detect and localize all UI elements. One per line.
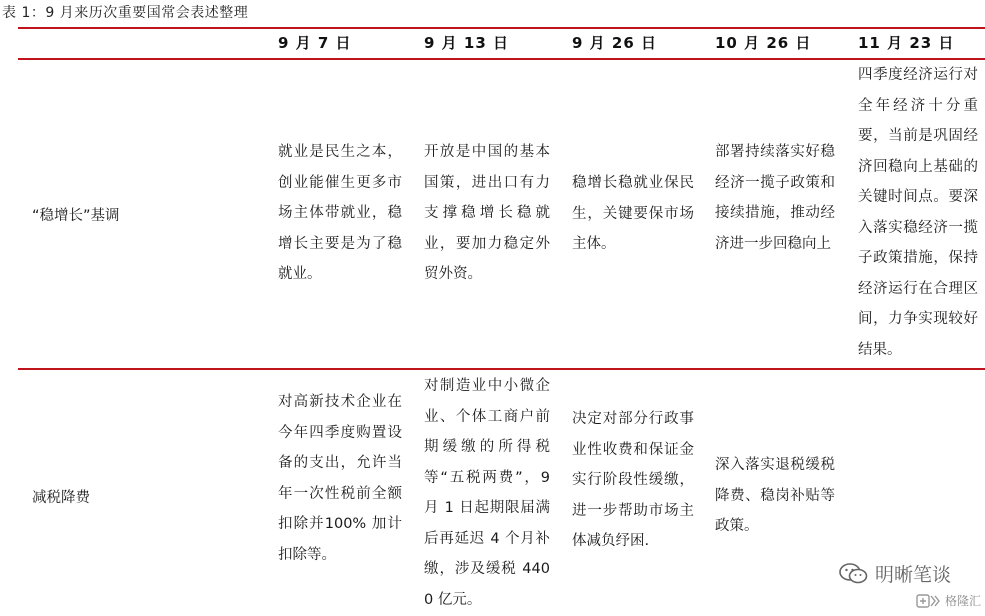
gelonghui-logo-icon	[916, 593, 942, 609]
header-rule	[18, 58, 985, 60]
cell-growth-sep26: 稳增长稳就业保民生，关键要保市场主体。	[572, 175, 694, 252]
row-label-growth: “稳增长”基调	[32, 208, 120, 224]
header-nov23: 11 月 23 日	[858, 34, 955, 52]
header-sep7: 9 月 7 日	[278, 34, 352, 52]
header-sep13: 9 月 13 日	[424, 34, 509, 52]
cell-taxcut-sep26: 决定对部分行政事业性收费和保证金实行阶段性缓缴，进一步帮助市场主体减负纾困.	[572, 411, 694, 549]
top-rule	[18, 27, 985, 29]
row-rule	[18, 368, 985, 370]
cell-growth-nov23: 四季度经济运行对全年经济十分重要，当前是巩固经济回稳向上基础的关键时间点。要深入落实稳经济一揽子政策措施，保持经济运行在合理区间，力争实现较好结果。	[858, 67, 978, 358]
cell-growth-oct26: 部署持续落实好稳经济一揽子政策和接续措施，推动经济进一步回稳向上	[715, 144, 835, 252]
watermark-gelonghui	[916, 592, 981, 609]
table-caption: 表 1：9 月来历次重要国常会表述整理	[2, 5, 249, 21]
header-oct26: 10 月 26 日	[715, 34, 812, 52]
cell-taxcut-sep7: 对高新技术企业在今年四季度购置设备的支出，允许当年一次性税前全额扣除并100% 加计扣除等。	[278, 394, 402, 563]
cell-growth-sep13: 开放是中国的基本国策，进出口有力支撑稳增长稳就业，要加力稳定外贸外资。	[424, 144, 550, 282]
wechat-icon	[839, 562, 869, 586]
watermark-wechat	[839, 560, 951, 587]
watermark-main-text: 明晰笔谈	[874, 564, 951, 586]
cell-taxcut-sep13: 对制造业中小微企业、个体工商户前期缓缴的所得税等“五税两费”，9 月 1 日起期限届满后再延迟 4 个月补缴，涉及缓税 4400 亿元。	[424, 378, 550, 608]
row-label-taxcut: 减税降费	[32, 490, 90, 506]
cell-growth-sep7: 就业是民生之本，创业能催生更多市场主体带就业，稳增长主要是为了稳就业。	[278, 144, 402, 282]
cell-taxcut-oct26: 深入落实退税缓税降费、稳岗补贴等政策。	[715, 457, 835, 534]
watermark-sub-text: 格隆汇	[944, 594, 981, 608]
header-sep26: 9 月 26 日	[572, 34, 657, 52]
